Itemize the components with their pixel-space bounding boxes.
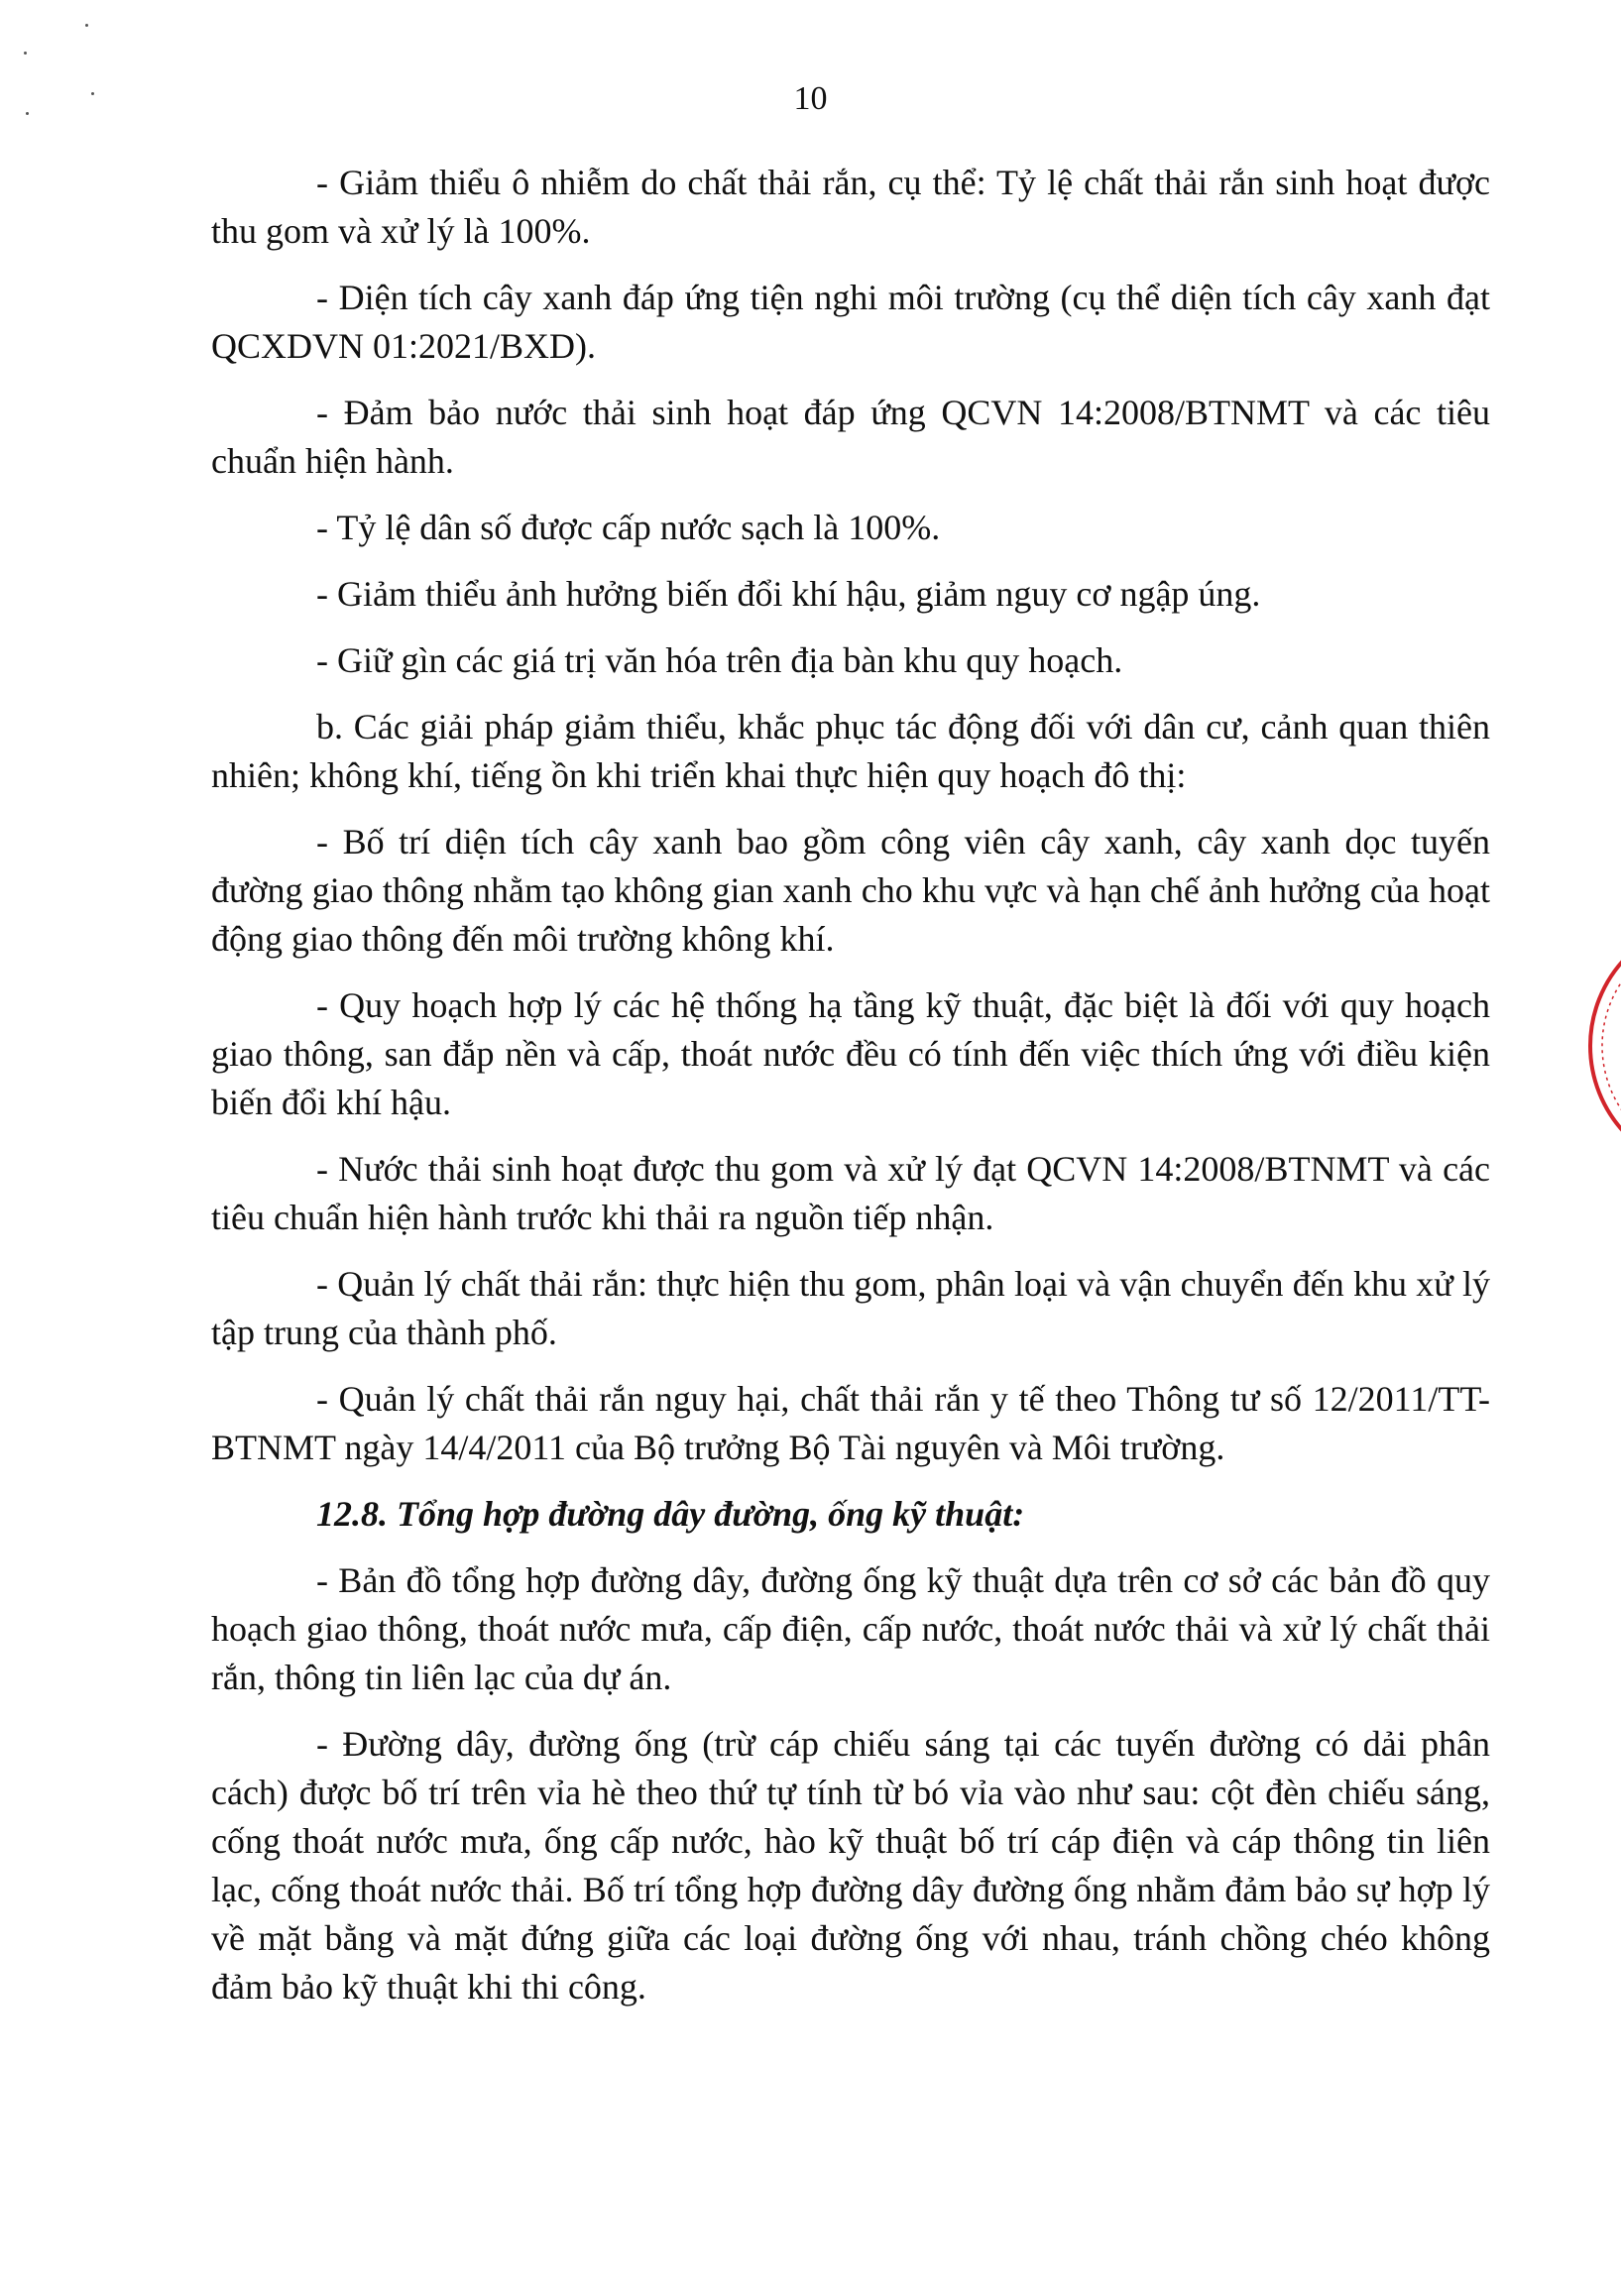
scan-artifact <box>85 24 88 27</box>
paragraph: - Nước thải sinh hoạt được thu gom và xử lý đạt QCVN 14:2008/BTNMT và các tiêu chuẩn hiện hành trước khi thải ra nguồn tiếp nhận. <box>211 1149 1490 1237</box>
paragraph: - Giảm thiểu ô nhiễm do chất thải rắn, cụ thể: Tỷ lệ chất thải rắn sinh hoạt được thu gom và xử lý là 100%. <box>211 163 1490 251</box>
section-heading: 12.8. Tổng hợp đường dây đường, ống kỹ thuật: <box>316 1494 1025 1534</box>
paragraph: - Bản đồ tổng hợp đường dây, đường ống kỹ thuật dựa trên cơ sở các bản đồ quy hoạch giao thông, thoát nước mưa, cấp điện, cấp nước, thoát nước thải và xử lý chất thải rắn, thông tin liên lạc của dự án. <box>211 1560 1490 1697</box>
paragraph: - Giảm thiểu ảnh hưởng biến đổi khí hậu, giảm nguy cơ ngập úng. <box>316 574 1261 614</box>
scan-artifact <box>24 52 27 55</box>
paragraph: - Giữ gìn các giá trị văn hóa trên địa bàn khu quy hoạch. <box>316 640 1123 680</box>
page-number: 10 <box>793 80 828 117</box>
official-seal-stamp <box>1559 922 1621 1170</box>
paragraph: b. Các giải pháp giảm thiểu, khắc phục tác động đối với dân cư, cảnh quan thiên nhiên; không khí, tiếng ồn khi triển khai thực hiện quy hoạch đô thị: <box>211 707 1490 795</box>
paragraph: - Tỷ lệ dân số được cấp nước sạch là 100%. <box>316 508 941 547</box>
paragraph: - Quản lý chất thải rắn nguy hại, chất thải rắn y tế theo Thông tư số 12/2011/TT-BTNMT ngày 14/4/2011 của Bộ trưởng Bộ Tài nguyên và Môi trường. <box>211 1379 1490 1467</box>
paragraph: - Bố trí diện tích cây xanh bao gồm công viên cây xanh, cây xanh dọc tuyến đường giao thông nhằm tạo không gian xanh cho khu vực và hạn chế ảnh hưởng của hoạt động giao thông đến môi trường không khí. <box>211 822 1490 959</box>
paragraph: - Quản lý chất thải rắn: thực hiện thu gom, phân loại và vận chuyển đến khu xử lý tập trung của thành phố. <box>211 1264 1490 1352</box>
paragraph: - Quy hoạch hợp lý các hệ thống hạ tầng kỹ thuật, đặc biệt là đối với quy hoạch giao thông, san đắp nền và cấp, thoát nước đều có tính đến việc thích ứng với điều kiện biến đổi khí hậu. <box>211 985 1490 1122</box>
paragraph: - Đảm bảo nước thải sinh hoạt đáp ứng QCVN 14:2008/BTNMT và các tiêu chuẩn hiện hành. <box>211 393 1490 481</box>
paragraph: - Diện tích cây xanh đáp ứng tiện nghi môi trường (cụ thể diện tích cây xanh đạt QCXDVN 01:2021/BXD). <box>211 278 1490 366</box>
document-body <box>211 159 1490 2029</box>
paragraph: - Đường dây, đường ống (trừ cáp chiếu sáng tại các tuyến đường có dải phân cách) được bố trí trên vỉa hè theo thứ tự tính từ bó vỉa vào như sau: cột đèn chiếu sáng, cống thoát nước mưa, ống cấp nước, hào kỹ thuật bố trí cáp điện và cáp thông tin liên lạc, cống thoát nước thải. Bố trí tổng hợp đường dây đường ống nhằm đảm bảo sự hợp lý về mặt bằng và mặt đứng giữa các loại đường ống với nhau, tránh chồng chéo không đảm bảo kỹ thuật khi thi công. <box>211 1724 1490 2007</box>
